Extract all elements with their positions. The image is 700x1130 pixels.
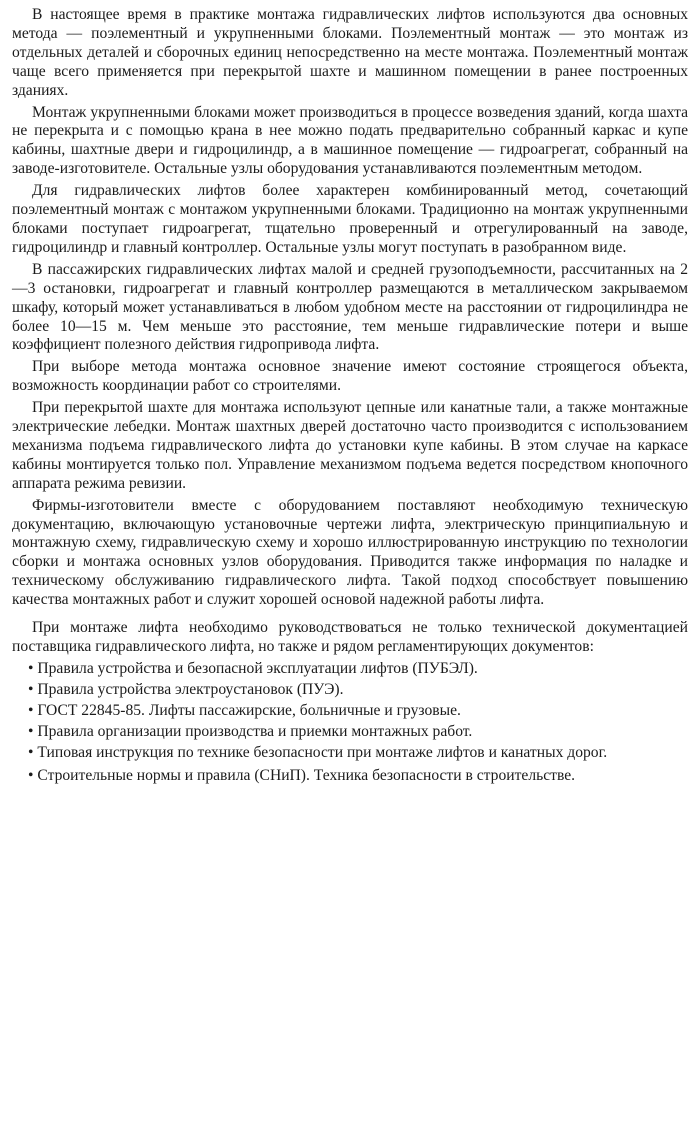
bullet-icon: •	[28, 659, 34, 677]
paragraph-regulations-intro: При монтаже лифта необходимо руководствоваться не только технической документацией поставщика гидравлического лифта, но также и рядом регламентирующих документов:	[12, 619, 688, 655]
paragraph-passenger-lifts: В пассажирских гидравлических лифтах малой и средней грузоподъемности, рассчитанных на 2—3 остановки, гидроагрегат и главный контроллер размещаются в металлическом закрываемом шкафу, который может устанавливаться в любом удобном месте на расстоянии от гидроцилиндра не более 10—15 м. Чем меньше это расстояние, тем меньше гидравлические потери и выше коэффициент полезного действия гидропривода лифта.	[12, 260, 688, 354]
paragraph-block-mounting: Монтаж укрупненными блоками может производиться в процессе возведения зданий, когда шахта не перекрыта и с помощью крана в нее можно подать предварительно собранный каркас и купе кабины, шахтные двери и гидроцилиндр, а в машинное помещение — гидроагрегат, собранный на заводе-изготовителе. Остальные узлы оборудования устанавливаются поэлементным методом.	[12, 103, 688, 178]
list-item-text: Строительные нормы и правила (СНиП). Техника безопасности в строительстве.	[37, 767, 576, 785]
list-item-text: Правила организации производства и приемки монтажных работ.	[37, 722, 473, 740]
list-item	[12, 681, 688, 700]
list-item-text: ГОСТ 22845-85. Лифты пассажирские, больничные и грузовые.	[37, 701, 461, 719]
bullet-icon: •	[28, 722, 34, 740]
bullet-icon: •	[28, 743, 34, 761]
list-item-text: Правила устройства электроустановок (ПУЭ).	[37, 680, 344, 698]
regulations-list	[12, 660, 688, 786]
paragraph-closed-shaft: При перекрытой шахте для монтажа используют цепные или канатные тали, а также монтажные электрические лебедки. Монтаж шахтных дверей достаточно часто производится с использованием механизма подъема гидравлического лифта до установки купе кабины. В этом случае на каркасе кабины монтируется только пол. Управление механизмом подъема ведется посредством кнопочного аппарата режима ревизии.	[12, 399, 688, 492]
bullet-icon: •	[28, 701, 34, 719]
paragraph-documentation: Фирмы-изготовители вместе с оборудованием поставляют необходимую техническую документацию, включающую установочные чертежи лифта, электрическую принципиальную и монтажную схему, гидравлическую схему и хорошо иллюстрированную инструкцию по технологии сборки и монтажа основных узлов оборудования. Приводится также информация по наладке и техническому обслуживанию гидравлического лифта. Такой подход способствует повышению качества монтажных работ и служит хорошей основой надежной работы лифта.	[12, 496, 688, 609]
bullet-icon: •	[28, 680, 34, 698]
paragraph-method-choice: При выборе метода монтажа основное значение имеют состояние строящегося объекта, возможность координации работ со строителями.	[12, 358, 688, 395]
list-item	[12, 744, 688, 763]
list-item	[12, 767, 688, 786]
paragraph-mounting-methods: В настоящее время в практике монтажа гидравлических лифтов используются два основных метода — поэлементный и укрупненными блоками. Поэлементный монтаж — это монтаж из отдельных деталей и сборочных единиц непосредственно на месте монтажа. Поэлементный монтаж чаще всего применяется при перекрытой шахте и машинном помещении в ранее построенных зданиях.	[12, 6, 688, 99]
list-item-text: Типовая инструкция по технике безопасности при монтаже лифтов и канатных дорог.	[37, 743, 608, 761]
bullet-icon: •	[28, 767, 34, 785]
list-item	[12, 660, 688, 679]
paragraph-combined-method: Для гидравлических лифтов более характерен комбинированный метод, сочетающий поэлементный монтаж с монтажом укрупненными блоками. Традиционно на монтаж укрупненными блоками поступает гидроагрегат, тщательно проверенный и отрегулированный на заводе, гидроцилиндр и главный контроллер. Остальные узлы могут поступать в разобранном виде.	[12, 182, 688, 256]
list-item	[12, 702, 688, 721]
list-item-text: Правила устройства и безопасной эксплуатации лифтов (ПУБЭЛ).	[37, 659, 478, 677]
list-item	[12, 723, 688, 742]
